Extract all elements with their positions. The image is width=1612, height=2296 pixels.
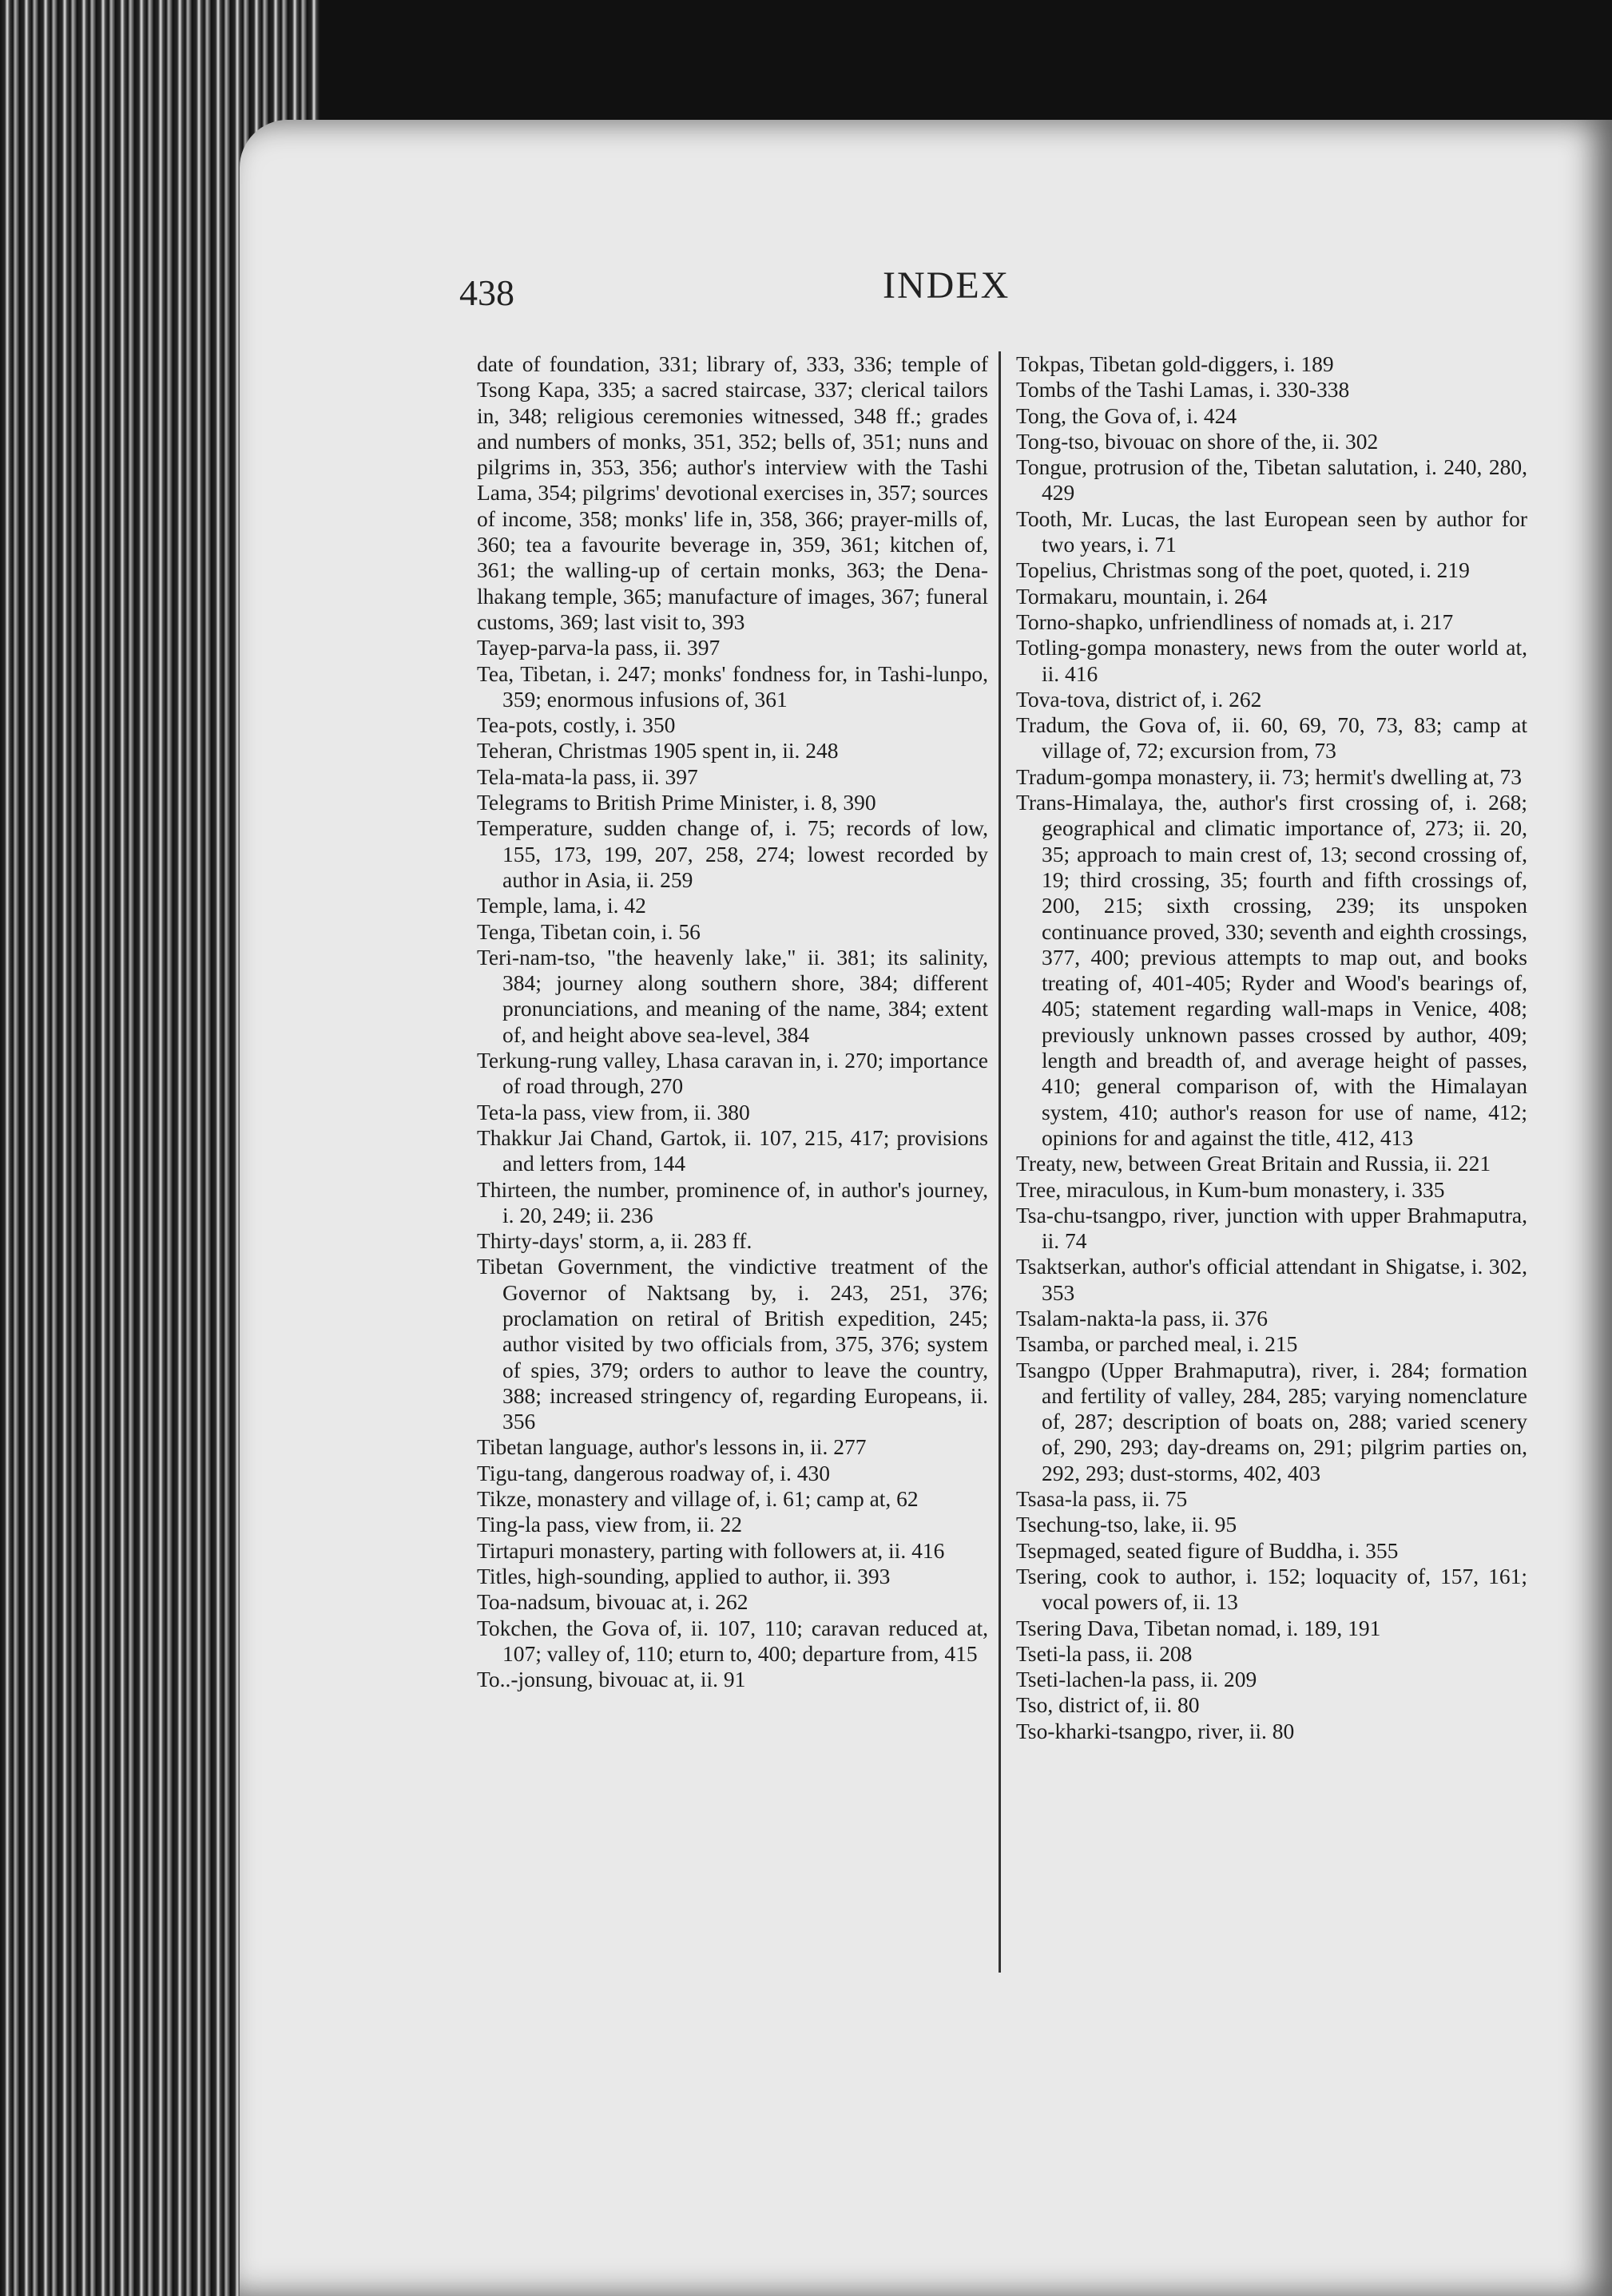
column-rule xyxy=(999,351,1001,1973)
index-entry: Tso, district of, ii. 80 xyxy=(1016,1692,1200,1718)
index-entry: Tongue, protrusion of the, Tibetan salutation, i. 240, 280, 429 xyxy=(1016,454,1527,506)
index-entry: Tong-tso, bivouac on shore of the, ii. 302 xyxy=(1016,428,1379,454)
index-entry: Tenga, Tibetan coin, i. 56 xyxy=(477,918,701,944)
index-entry: Teta-la pass, view from, ii. 380 xyxy=(477,1099,750,1124)
index-entry: Tooth, Mr. Lucas, the last European seen by author for two years, i. 71 xyxy=(1016,506,1527,557)
index-entry: Tela-mata-la pass, ii. 397 xyxy=(477,763,698,789)
index-entry: Tree, miraculous, in Kum-bum monastery, i. 335 xyxy=(1016,1176,1445,1202)
index-entry: Tsalam-nakta-la pass, ii. 376 xyxy=(1016,1305,1269,1330)
index-entry: Tirtapuri monastery, parting with followers at, ii. 416 xyxy=(477,1537,945,1563)
index-column-right xyxy=(1016,351,1527,1744)
index-entry: Titles, high-sounding, applied to author, ii. 393 xyxy=(477,1563,891,1588)
index-entry: Temple, lama, i. 42 xyxy=(477,893,646,918)
index-entry: Teri-nam-tso, "the heavenly lake," ii. 381; its salinity, 384; journey along southern shore, 384; different pronunciations, and meaning of the name, 384; extent of, and height above sea-level, 384 xyxy=(477,944,988,1047)
index-entry: Trans-Himalaya, the, author's first crossing of, i. 268; geographical and climatic importance of, 273; ii. 20, 35; approach to main crest of, 13; second crossing of, 19; third crossing, 35; fourth and fifth crossings of, 200, 215; sixth crossing, 239; its unspoken continuance proved, 330; seventh and eighth crossings, 377, 400; previous attempts to map out, and books treating of, 401-405; Ryder and Wood's bearings of, 405; statement regarding wall-maps in Venice, 408; previously unknown passes crossed by author, 409; length and breadth of, and average height of passes, 410; general comparison of, with the Himalayan system, 410; author's reason for use of name, 412; opinions for and against the title, 412, 413 xyxy=(1016,790,1527,1150)
index-entry: Tsangpo (Upper Brahmaputra), river, i. 284; formation and fertility of valley, 284, 285; varying nomenclature of, 287; description of boats on, 288; varied scenery of, 290, 293; day-dreams on, 291; pilgrim parties on, 292, 293; dust-storms, 402, 403 xyxy=(1016,1357,1527,1485)
index-entry: Totling-gompa monastery, news from the outer world at, ii. 416 xyxy=(1016,635,1527,686)
index-entry: Tormakaru, mountain, i. 264 xyxy=(1016,583,1268,609)
index-entry: Tayep-parva-la pass, ii. 397 xyxy=(477,635,721,660)
index-entry: Tsepmaged, seated figure of Buddha, i. 355 xyxy=(1016,1537,1399,1563)
index-entry: Tradum-gompa monastery, ii. 73; hermit's dwelling at, 73 xyxy=(1016,763,1523,789)
index-entry: Tsa-chu-tsangpo, river, junction with upper Brahmaputra, ii. 74 xyxy=(1016,1202,1527,1254)
index-entry: Tradum, the Gova of, ii. 60, 69, 70, 73, 83; camp at village of, 72; excursion from, 73 xyxy=(1016,712,1527,763)
index-entry: Tong, the Gova of, i. 424 xyxy=(1016,402,1237,428)
index-entry: Telegrams to British Prime Minister, i. 8, 390 xyxy=(477,790,876,815)
index-entry: Tsaktserkan, author's official attendant in Shigatse, i. 302, 353 xyxy=(1016,1254,1527,1305)
index-entry: Thakkur Jai Chand, Gartok, ii. 107, 215, 417; provisions and letters from, 144 xyxy=(477,1124,988,1176)
index-entry: Tsamba, or parched meal, i. 215 xyxy=(1016,1331,1298,1357)
index-entry: Topelius, Christmas song of the poet, quoted, i. 219 xyxy=(1016,557,1470,583)
index-entry: Tova-tova, district of, i. 262 xyxy=(1016,686,1262,712)
index-entry: Tokchen, the Gova of, ii. 107, 110; caravan reduced at, 107; valley of, 110; eturn to, 400; departure from, 415 xyxy=(477,1615,988,1666)
index-entry: Temperature, sudden change of, i. 75; records of low, 155, 173, 199, 207, 258, 274; lowest recorded by author in Asia, ii. 259 xyxy=(477,815,988,892)
index-entry: Teheran, Christmas 1905 spent in, ii. 248 xyxy=(477,738,839,763)
index-entry: Tsechung-tso, lake, ii. 95 xyxy=(1016,1512,1237,1537)
index-entry: Thirteen, the number, prominence of, in author's journey, i. 20, 249; ii. 236 xyxy=(477,1176,988,1227)
index-entry: Tsasa-la pass, ii. 75 xyxy=(1016,1486,1188,1512)
index-entry: date of foundation, 331; library of, 333, 336; temple of Tsong Kapa, 335; a sacred staircase, 337; clerical tailors in, 348; religious ceremonies witnessed, 348 ff.; grades and numbers of monks, 351, 352; bells of, 351; nuns and pilgrims in, 353, 356; author's interview with the Tashi Lama, 354; pilgrims' devotional exercises in, 357; sources of income, 358; monks' life in, 358, 366; prayer-mills of, 360; tea a favourite beverage in, 359, 361; kitchen of, 361; the walling-up of certain monks, 363; the Dena-lhakang temple, 365; manufacture of images, 367; funeral customs, 369; last visit to, 393 xyxy=(477,351,988,634)
index-entry: Tso-kharki-tsangpo, river, ii. 80 xyxy=(1016,1718,1295,1743)
index-entry: Tseti-lachen-la pass, ii. 209 xyxy=(1016,1667,1257,1692)
index-entry: Treaty, new, between Great Britain and Russia, ii. 221 xyxy=(1016,1151,1491,1176)
index-entry: Thirty-days' storm, a, ii. 283 ff. xyxy=(477,1228,752,1254)
index-entry: Torno-shapko, unfriendliness of nomads at, i. 217 xyxy=(1016,609,1454,634)
index-entry: To..-jonsung, bivouac at, ii. 91 xyxy=(477,1667,746,1692)
index-column-left xyxy=(477,351,988,1692)
index-entry: Terkung-rung valley, Lhasa caravan in, i. 270; importance of road through, 270 xyxy=(477,1048,988,1099)
page-number: 438 xyxy=(459,272,514,313)
running-head: INDEX xyxy=(883,264,1010,307)
index-entry: Tigu-tang, dangerous roadway of, i. 430 xyxy=(477,1460,830,1485)
index-entry: Tibetan Government, the vindictive treatment of the Governor of Naktsang by, i. 243, 251, 376; proclamation on retiral of British expedition, 245; author visited by two officials from, 375, 376; system of spies, 379; orders to author to leave the country, 388; increased stringency of, regarding Europeans, ii. 356 xyxy=(477,1254,988,1434)
index-entry: Ting-la pass, view from, ii. 22 xyxy=(477,1512,743,1537)
index-entry: Tombs of the Tashi Lamas, i. 330-338 xyxy=(1016,377,1350,402)
page-header xyxy=(459,264,1562,319)
index-entry: Tseti-la pass, ii. 208 xyxy=(1016,1640,1193,1666)
index-entry: Tokpas, Tibetan gold-diggers, i. 189 xyxy=(1016,351,1334,376)
index-entry: Tea, Tibetan, i. 247; monks' fondness for, in Tashi-lunpo, 359; enormous infusions of, 361 xyxy=(477,660,988,712)
index-entry: Tsering, cook to author, i. 152; loquacity of, 157, 161; vocal powers of, ii. 13 xyxy=(1016,1563,1527,1615)
index-entry: Tsering Dava, Tibetan nomad, i. 189, 191 xyxy=(1016,1615,1381,1640)
index-entry: Tikze, monastery and village of, i. 61; camp at, 62 xyxy=(477,1486,919,1512)
index-entry: Tea-pots, costly, i. 350 xyxy=(477,712,676,738)
index-entry: Tibetan language, author's lessons in, ii. 277 xyxy=(477,1434,867,1460)
index-entry: Toa-nadsum, bivouac at, i. 262 xyxy=(477,1589,748,1615)
